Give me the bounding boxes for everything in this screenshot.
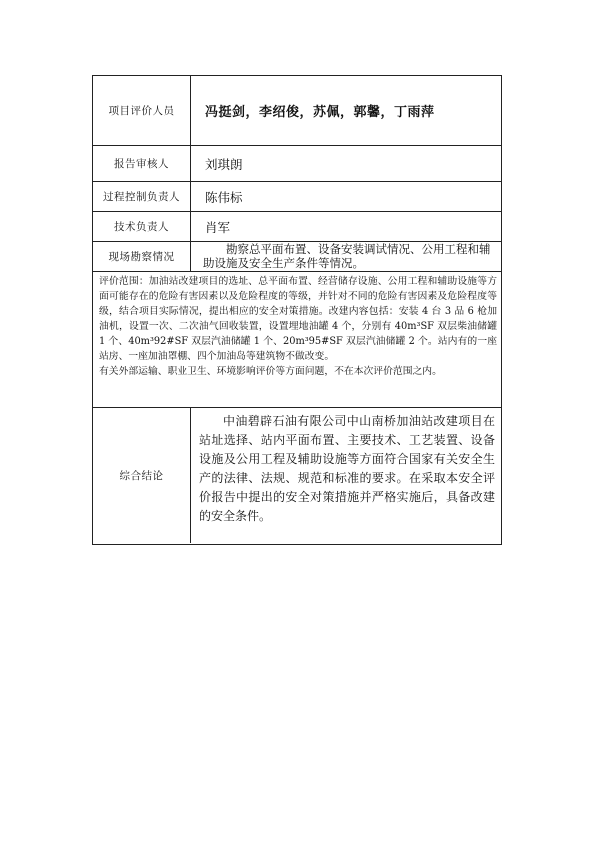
scope-text: 评价范围：加油站改建项目的选址、总平面布置、经营储存设施、公用工程和辅助设施等方面可能存在的危险有害因素以及危险程度的等级，并针对不同的危险有害因素及危险程度等级，结合项目实际情况，提出相应的安全对策措施。改建内容包括：安装 4 台 3 品 6 枪加油机，设置一次、二次油气回收装置，设置埋地油罐 4 个，分别有 40m³SF 双层柴油储罐 1 个、40m³92#SF 双层汽油储罐 1 个、20m³95#SF 双层汽油储罐 2 个。站内有的一座站房、一座加油罩棚、四个加油岛等建筑物不做改变。: [99, 276, 497, 362]
process-control-label: 过程控制负责人: [93, 182, 191, 211]
conclusion-label: 综合结论: [93, 408, 191, 543]
site-survey-value: 勘察总平面布置、设备安装调试情况、公用工程和辅助设施及安全生产条件等情况。: [203, 242, 491, 270]
scope-exclusion: 有关外部运输、职业卫生、环境影响评价等方面问题，不在本次评价范围之内。: [99, 366, 442, 377]
scope-text-block: [93, 272, 501, 379]
reviewer-label: 报告审核人: [93, 146, 191, 181]
evaluation-info-table: [92, 75, 502, 545]
technical-lead-value: 肖军: [205, 219, 231, 235]
evaluators-label: 项目评价人员: [93, 76, 191, 145]
evaluators-row: [93, 76, 501, 146]
scope-row: [93, 272, 501, 408]
conclusion-value: 中油碧辟石油有限公司中山南桥加油站改建项目在站址选择、站内平面布置、主要技术、工艺装置、设备设施及公用工程及辅助设施等方面符合国家有关安全生产的法律、法规、规范和标准的要求。在采取本安全评价报告中提出的安全对策措施并严格实施后，具备改建的安全条件。: [199, 414, 495, 523]
process-control-value: 陈伟标: [205, 189, 243, 205]
technical-lead-label: 技术负责人: [93, 212, 191, 241]
conclusion-row: [93, 408, 501, 543]
site-survey-label: 现场勘察情况: [93, 242, 191, 271]
technical-lead-row: [93, 212, 501, 242]
reviewer-value: 刘琪朗: [205, 156, 243, 172]
reviewer-row: [93, 146, 501, 182]
evaluators-value: 冯挺剑，李绍俊，苏佩，郭馨，丁雨萍: [205, 105, 435, 120]
site-survey-row: [93, 242, 501, 272]
process-control-row: [93, 182, 501, 212]
